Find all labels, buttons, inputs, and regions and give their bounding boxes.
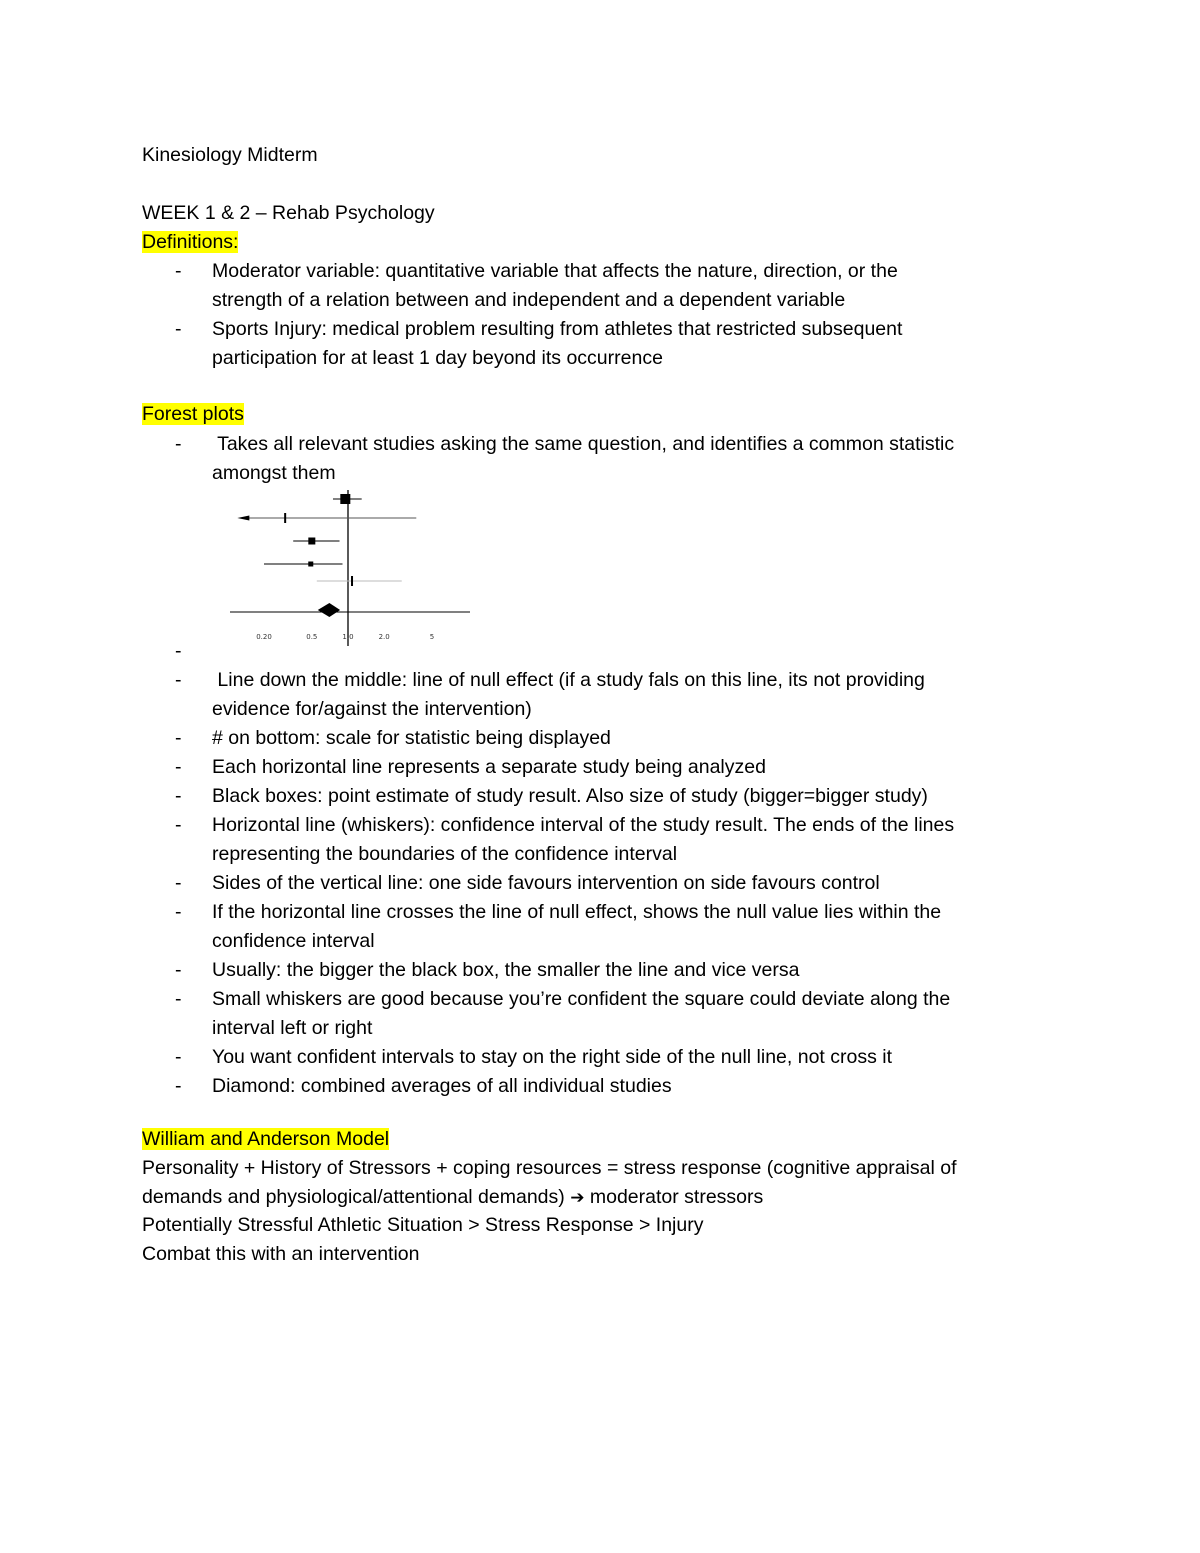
forest-intro-line: Takes all relevant studies asking the same question, and identifies a common statistic bbox=[212, 433, 955, 455]
bullet-dash: - bbox=[175, 318, 182, 340]
x-tick-label: 0.5 bbox=[306, 633, 318, 641]
x-tick-label: 1.0 bbox=[342, 633, 354, 641]
forest-bullet-line: Horizontal line (whiskers): confidence interval of the study result. The ends of the lines bbox=[212, 814, 955, 836]
model-line-part: moderator stressors bbox=[584, 1186, 764, 1208]
forest-plot-figure bbox=[212, 486, 474, 650]
study-point-estimate bbox=[284, 513, 286, 523]
forest-bullet-line: # on bottom: scale for statistic being displayed bbox=[212, 727, 611, 749]
summary-diamond bbox=[318, 603, 340, 617]
model-line: Potentially Stressful Athletic Situation > Stress Response > Injury bbox=[142, 1214, 704, 1236]
model-heading-text: William and Anderson Model bbox=[142, 1128, 390, 1150]
model-heading bbox=[142, 1125, 389, 1154]
bullet-dash: - bbox=[175, 959, 182, 981]
definitions-heading bbox=[142, 228, 238, 257]
forest-bullet-line: If the horizontal line crosses the line of null effect, shows the null value lies within the bbox=[212, 901, 942, 923]
model-line bbox=[142, 1183, 763, 1213]
week-heading: WEEK 1 & 2 – Rehab Psychology bbox=[142, 202, 435, 224]
forest-bullet-line: confidence interval bbox=[212, 930, 375, 952]
study-point-estimate bbox=[308, 538, 315, 545]
x-tick-label: 5 bbox=[429, 633, 435, 641]
forest-bullet-line: Sides of the vertical line: one side favours intervention on side favours control bbox=[212, 872, 880, 894]
bullet-dash: - bbox=[175, 260, 182, 282]
bullet-dash: - bbox=[175, 872, 182, 894]
forest-bullet-line: Each horizontal line represents a separate study being analyzed bbox=[212, 756, 766, 778]
x-tick-label: 2.0 bbox=[378, 633, 390, 641]
study-point-estimate bbox=[340, 494, 350, 504]
bullet-dash: - bbox=[175, 433, 182, 455]
study-point-estimate bbox=[308, 562, 313, 567]
bullet-dash: - bbox=[175, 640, 182, 662]
forest-bullet-line: interval left or right bbox=[212, 1017, 373, 1039]
definition-line: Sports Injury: medical problem resulting from athletes that restricted subsequent bbox=[212, 318, 903, 340]
bullet-dash: - bbox=[175, 814, 182, 836]
forest-bullet-line: representing the boundaries of the confidence interval bbox=[212, 843, 678, 865]
definitions-heading-text: Definitions: bbox=[142, 231, 239, 253]
bullet-dash: - bbox=[175, 901, 182, 923]
model-line: Combat this with an intervention bbox=[142, 1243, 420, 1265]
bullet-dash: - bbox=[175, 756, 182, 778]
forest-bullet-line: evidence for/against the intervention) bbox=[212, 698, 532, 720]
bullet-dash: - bbox=[175, 988, 182, 1010]
definition-line: Moderator variable: quantitative variable that affects the nature, direction, or the bbox=[212, 260, 898, 282]
forest-bullet-line: Small whiskers are good because you’re confident the square could deviate along the bbox=[212, 988, 951, 1010]
forest-bullet-line: You want confident intervals to stay on the right side of the null line, not cross it bbox=[212, 1046, 893, 1068]
forest-plots-heading-text: Forest plots bbox=[142, 403, 244, 425]
forest-plot-svg bbox=[212, 486, 474, 650]
bullet-dash: - bbox=[175, 669, 182, 691]
ci-arrow-icon bbox=[237, 516, 249, 521]
document-title: Kinesiology Midterm bbox=[142, 144, 318, 166]
bullet-dash: - bbox=[175, 727, 182, 749]
forest-bullet-line: Usually: the bigger the black box, the smaller the line and vice versa bbox=[212, 959, 800, 981]
study-point-estimate bbox=[351, 576, 353, 586]
bullet-dash: - bbox=[175, 785, 182, 807]
forest-bullet-line: Black boxes: point estimate of study result. Also size of study (bigger=bigger study) bbox=[212, 785, 928, 807]
forest-bullet-line: Diamond: combined averages of all individual studies bbox=[212, 1075, 672, 1097]
forest-intro-line: amongst them bbox=[212, 462, 336, 484]
definition-line: strength of a relation between and independent and a dependent variable bbox=[212, 289, 846, 311]
bullet-dash: - bbox=[175, 1075, 182, 1097]
forest-plots-heading bbox=[142, 400, 244, 429]
model-line-part: demands and physiological/attentional demands) bbox=[142, 1186, 571, 1208]
bullet-dash: - bbox=[175, 1046, 182, 1068]
right-arrow-icon: ➔ bbox=[570, 1188, 585, 1208]
x-tick-label: 0.20 bbox=[256, 633, 272, 641]
forest-bullet-line: Line down the middle: line of null effect (if a study fals on this line, its not providing bbox=[212, 669, 925, 691]
definition-line: participation for at least 1 day beyond its occurrence bbox=[212, 347, 663, 369]
model-line: Personality + History of Stressors + coping resources = stress response (cognitive appraisal of bbox=[142, 1157, 957, 1179]
